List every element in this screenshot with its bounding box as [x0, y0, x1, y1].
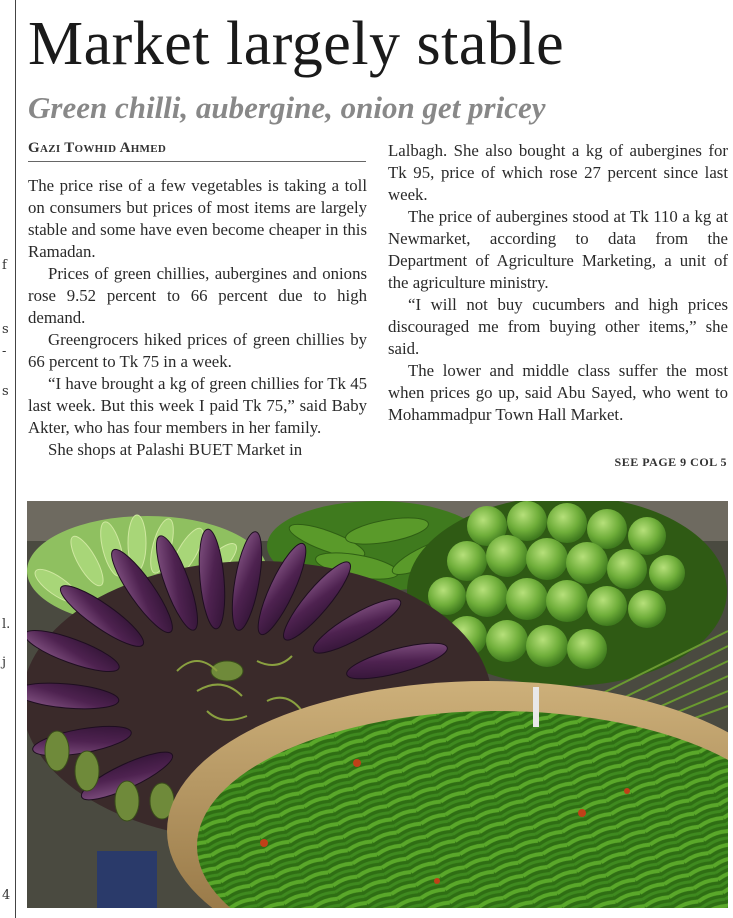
gutter-fragment: l. [2, 617, 11, 632]
continued-jump-line: SEE PAGE 9 COL 5 [614, 455, 727, 469]
paragraph: Lalbagh. She also bought a kg of aubergines for Tk 95, price of which rose 27 percent since last week. [388, 141, 728, 204]
gutter-fragment: f [2, 258, 7, 273]
gutter-fragment: - [2, 344, 7, 359]
paragraph: “I have brought a kg of green chillies for Tk 45 last week. But this week I paid Tk 75,” said Baby Akter, who has four members in her family. [28, 374, 367, 437]
paragraph: The price of aubergines stood at Tk 110 a kg at Newmarket, according to data from the Department of Agriculture Marketing, a unit of the agriculture ministry. [388, 207, 728, 292]
gutter-fragment: s [2, 384, 9, 399]
paragraph: Prices of green chillies, aubergines and onions rose 9.52 percent to 66 percent due to high demand. [28, 264, 367, 327]
gutter-fragment: j [2, 655, 7, 670]
column-divider [15, 0, 16, 918]
paragraph: The price rise of a few vegetables is taking a toll on consumers but prices of most items are largely stable and some have even become cheaper in this Ramadan. [28, 176, 367, 261]
paragraph: The lower and middle class suffer the most when prices go up, said Abu Sayed, who went to Mohammadpur Town Hall Market. [388, 361, 728, 424]
vegetable-illustration [27, 501, 728, 908]
vegetable-market-photo [27, 501, 728, 908]
paragraph: She shops at Palashi BUET Market in [48, 440, 303, 459]
subheadline: Green chilli, aubergine, onion get pricey [28, 90, 546, 125]
article-column-2 [388, 140, 728, 426]
headline: Market largely stable [28, 10, 565, 78]
page-number-fragment: 4 [2, 888, 11, 903]
paragraph: “I will not buy cucumbers and high prices discouraged me from buying other items,” she said. [388, 295, 728, 358]
byline: Gazi Towhid Ahmed [28, 140, 366, 162]
paragraph: Greengrocers hiked prices of green chillies by 66 percent to Tk 75 in a week. [28, 330, 367, 371]
article-column-1 [28, 175, 367, 461]
gutter-fragment: s [2, 322, 9, 337]
left-gutter [0, 0, 16, 918]
